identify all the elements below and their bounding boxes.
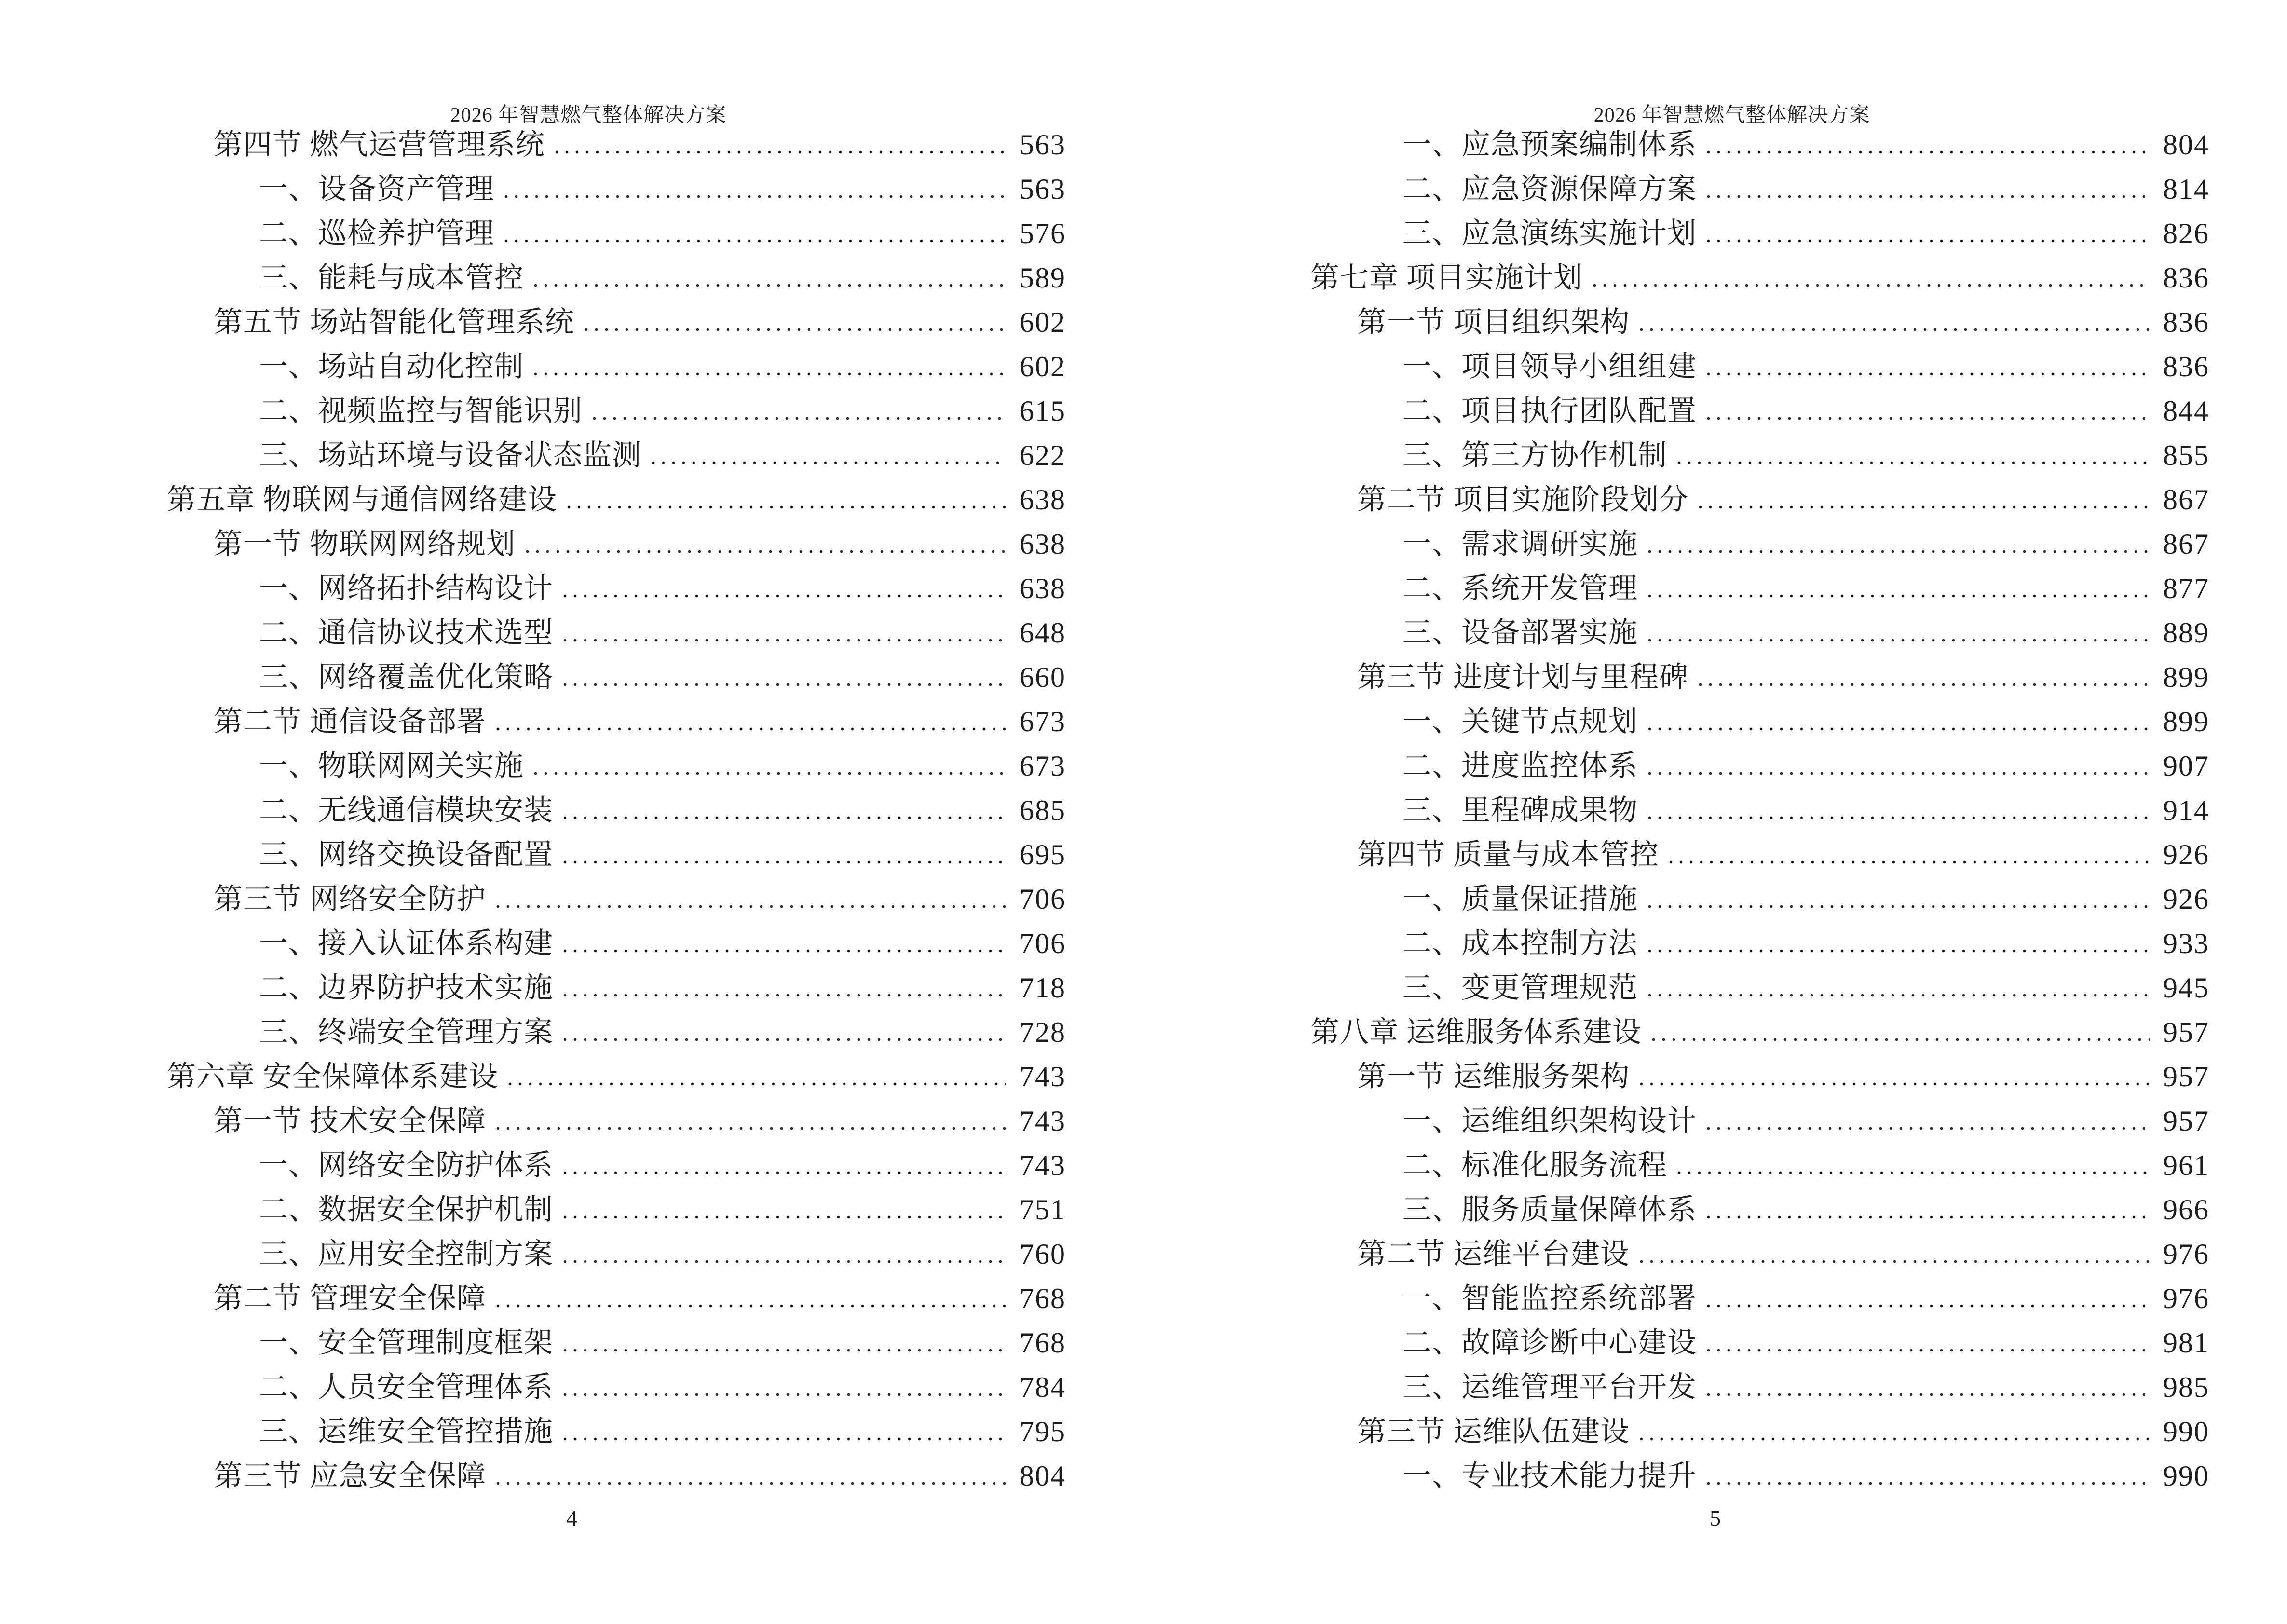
toc-entry-page-number: 957 <box>2163 1016 2209 1048</box>
toc-leader-dots <box>1695 682 2150 687</box>
toc-leader-dots <box>648 461 1006 465</box>
toc-entry-label: 三、网络交换设备配置 <box>259 839 553 871</box>
toc-leader-dots <box>531 372 1006 376</box>
toc-leader-dots <box>560 1037 1006 1042</box>
toc-entry-label: 一、接入认证体系构建 <box>259 928 553 959</box>
toc-entry[interactable] <box>1144 1409 2287 1454</box>
toc-entry-label: 第六章 安全保障体系建设 <box>167 1061 498 1092</box>
toc-entry-page-number: 615 <box>1020 395 1066 427</box>
toc-leader-dots <box>560 860 1006 864</box>
toc-entry-page-number: 718 <box>1020 972 1066 1004</box>
toc-entry[interactable] <box>1144 1232 2287 1276</box>
toc-leader-dots <box>1703 1392 2150 1397</box>
toc-entry[interactable] <box>1144 1010 2287 1054</box>
toc-leader-dots <box>1703 194 2150 199</box>
toc-entry[interactable] <box>0 389 1144 433</box>
toc-leader-dots <box>560 682 1006 687</box>
toc-entry-page-number: 602 <box>1020 351 1066 382</box>
toc-entry-label: 第八章 运维服务体系建设 <box>1310 1016 1642 1048</box>
toc-entry-page-number: 836 <box>2163 262 2209 294</box>
toc-entry-page-number: 685 <box>1020 794 1066 826</box>
toc-entry-page-number: 743 <box>1020 1149 1066 1181</box>
toc-leader-dots <box>501 194 1006 199</box>
toc-entry-label: 三、设备部署实施 <box>1402 617 1638 649</box>
toc-entry-label: 第四节 质量与成本管控 <box>1357 839 1659 871</box>
toc-entry-label: 二、标准化服务流程 <box>1402 1149 1667 1181</box>
toc-entry-page-number: 966 <box>2163 1194 2209 1226</box>
toc-entry[interactable] <box>1144 344 2287 389</box>
toc-entry-label: 一、场站自动化控制 <box>259 351 524 382</box>
toc-entry[interactable] <box>1144 522 2287 566</box>
footer-page-number: 5 <box>1710 1506 1721 1530</box>
toc-entry[interactable] <box>0 1454 1144 1498</box>
toc-entry-page-number: 877 <box>2163 573 2209 604</box>
toc-entry-label: 三、服务质量保障体系 <box>1402 1194 1697 1226</box>
toc-entry[interactable] <box>0 611 1144 655</box>
toc-entry-page-number: 914 <box>2163 794 2209 826</box>
toc-entry-label: 第一节 物联网网络规划 <box>214 528 516 560</box>
toc-entry-label: 第一节 运维服务架构 <box>1357 1061 1630 1092</box>
toc-leader-dots <box>1674 461 2150 465</box>
toc-list <box>1144 123 2287 1498</box>
toc-leader-dots <box>1674 1171 2150 1175</box>
toc-entry-label: 三、场站环境与设备状态监测 <box>259 439 641 471</box>
toc-leader-dots <box>1645 993 2150 997</box>
toc-entry-page-number: 844 <box>2163 395 2209 427</box>
toc-leader-dots <box>1636 1259 2150 1264</box>
toc-entry[interactable] <box>0 1409 1144 1454</box>
toc-leader-dots <box>1645 816 2150 820</box>
toc-entry[interactable] <box>1144 389 2287 433</box>
toc-entry-label: 二、系统开发管理 <box>1402 573 1638 604</box>
toc-leader-dots <box>1703 239 2150 243</box>
toc-entry-label: 第二节 通信设备部署 <box>214 706 486 737</box>
toc-entry-page-number: 638 <box>1020 528 1066 560</box>
toc-entry-label: 第二节 管理安全保障 <box>214 1283 486 1314</box>
toc-entry[interactable] <box>1144 211 2287 256</box>
toc-entry-page-number: 981 <box>2163 1327 2209 1359</box>
toc-entry-label: 三、里程碑成果物 <box>1402 794 1638 826</box>
toc-entry-page-number: 768 <box>1020 1283 1066 1314</box>
toc-entry-label: 三、网络覆盖优化策略 <box>259 661 553 693</box>
toc-entry-page-number: 814 <box>2163 173 2209 205</box>
toc-leader-dots <box>501 239 1006 243</box>
toc-leader-dots <box>560 594 1006 598</box>
toc-entry-page-number: 926 <box>2163 883 2209 915</box>
toc-entry[interactable] <box>0 1010 1144 1054</box>
toc-entry-label: 一、智能监控系统部署 <box>1402 1283 1697 1314</box>
toc-entry-label: 二、应急资源保障方案 <box>1402 173 1697 205</box>
toc-leader-dots <box>531 283 1006 287</box>
toc-entry[interactable] <box>0 433 1144 478</box>
toc-leader-dots <box>1645 549 2150 554</box>
toc-leader-dots <box>560 993 1006 997</box>
toc-leader-dots <box>560 1215 1006 1219</box>
toc-leader-dots <box>493 1304 1006 1308</box>
toc-entry[interactable] <box>1144 1143 2287 1187</box>
toc-entry-label: 二、边界防护技术实施 <box>259 972 553 1004</box>
toc-leader-dots <box>1636 328 2150 332</box>
toc-entry-page-number: 673 <box>1020 706 1066 737</box>
toc-entry-label: 二、数据安全保护机制 <box>259 1194 553 1226</box>
toc-leader-dots <box>493 1126 1006 1131</box>
toc-leader-dots <box>493 1481 1006 1486</box>
toc-entry-label: 三、终端安全管理方案 <box>259 1016 553 1048</box>
toc-entry-page-number: 563 <box>1020 129 1066 161</box>
toc-leader-dots <box>1645 594 2150 598</box>
toc-entry[interactable] <box>0 921 1144 966</box>
document-title: 2026 年智慧燃气整体解决方案 <box>450 104 727 126</box>
toc-entry[interactable] <box>1144 478 2287 522</box>
toc-entry-page-number: 760 <box>1020 1238 1066 1270</box>
toc-entry-page-number: 563 <box>1020 173 1066 205</box>
toc-entry[interactable] <box>0 300 1144 344</box>
toc-entry-page-number: 743 <box>1020 1105 1066 1137</box>
toc-entry-page-number: 867 <box>2163 528 2209 560</box>
toc-entry-label: 第三节 网络安全防护 <box>214 883 486 915</box>
toc-entry[interactable] <box>1144 921 2287 966</box>
toc-leader-dots <box>1703 1481 2150 1486</box>
toc-page-right <box>1144 0 2287 1624</box>
toc-entry-page-number: 990 <box>2163 1416 2209 1447</box>
toc-leader-dots <box>1703 372 2150 376</box>
toc-leader-dots <box>1695 505 2150 509</box>
toc-entry[interactable] <box>1144 611 2287 655</box>
toc-entry-label: 第一节 项目组织架构 <box>1357 306 1630 338</box>
toc-entry-page-number: 976 <box>2163 1238 2209 1270</box>
toc-entry-label: 二、故障诊断中心建设 <box>1402 1327 1697 1359</box>
toc-entry-label: 二、通信协议技术选型 <box>259 617 553 649</box>
toc-entry[interactable] <box>1144 256 2287 300</box>
toc-entry-page-number: 945 <box>2163 972 2209 1004</box>
toc-leader-dots <box>493 904 1006 909</box>
toc-entry-page-number: 706 <box>1020 928 1066 959</box>
toc-entry[interactable] <box>0 1054 1144 1099</box>
toc-entry[interactable] <box>0 1143 1144 1187</box>
toc-leader-dots <box>560 949 1006 953</box>
toc-entry[interactable] <box>0 1276 1144 1321</box>
toc-entry-label: 第二节 运维平台建设 <box>1357 1238 1630 1270</box>
toc-entry-page-number: 836 <box>2163 306 2209 338</box>
toc-leader-dots <box>589 416 1006 421</box>
toc-entry[interactable] <box>1144 433 2287 478</box>
toc-entry[interactable] <box>0 256 1144 300</box>
toc-entry-label: 一、安全管理制度框架 <box>259 1327 553 1359</box>
toc-leader-dots <box>1703 150 2150 154</box>
toc-entry-page-number: 855 <box>2163 439 2209 471</box>
toc-entry-page-number: 899 <box>2163 706 2209 737</box>
toc-entry-label: 二、进度监控体系 <box>1402 750 1638 782</box>
toc-entry-page-number: 673 <box>1020 750 1066 782</box>
document-title: 2026 年智慧燃气整体解决方案 <box>1593 104 1870 126</box>
toc-entry-label: 二、无线通信模块安装 <box>259 794 553 826</box>
toc-entry-page-number: 751 <box>1020 1194 1066 1226</box>
toc-entry-page-number: 867 <box>2163 484 2209 516</box>
toc-leader-dots <box>493 727 1006 731</box>
toc-leader-dots <box>560 1259 1006 1264</box>
toc-entry-label: 一、设备资产管理 <box>259 173 494 205</box>
toc-entry[interactable] <box>1144 966 2287 1010</box>
toc-entry-label: 二、视频监控与智能识别 <box>259 395 583 427</box>
toc-entry-label: 二、人员安全管理体系 <box>259 1371 553 1403</box>
toc-entry-page-number: 660 <box>1020 661 1066 693</box>
toc-entry[interactable] <box>1144 1365 2287 1409</box>
toc-leader-dots <box>564 505 1006 509</box>
toc-entry-page-number: 589 <box>1020 262 1066 294</box>
toc-entry-page-number: 836 <box>2163 351 2209 382</box>
toc-entry-label: 三、应用安全控制方案 <box>259 1238 553 1270</box>
toc-entry[interactable] <box>1144 1099 2287 1143</box>
toc-entry-label: 第二节 项目实施阶段划分 <box>1357 484 1688 516</box>
toc-entry[interactable] <box>1144 566 2287 611</box>
toc-entry-label: 三、第三方协作机制 <box>1402 439 1667 471</box>
toc-entry[interactable] <box>0 566 1144 611</box>
toc-entry[interactable] <box>1144 300 2287 344</box>
toc-leader-dots <box>1590 283 2150 287</box>
toc-entry-page-number: 889 <box>2163 617 2209 649</box>
toc-entry-page-number: 743 <box>1020 1061 1066 1092</box>
toc-entry-label: 第三节 运维队伍建设 <box>1357 1416 1630 1447</box>
toc-leader-dots <box>560 638 1006 642</box>
toc-entry-page-number: 784 <box>1020 1371 1066 1403</box>
toc-list <box>0 123 1144 1498</box>
toc-entry[interactable] <box>1144 788 2287 832</box>
toc-entry[interactable] <box>0 1321 1144 1365</box>
toc-entry[interactable] <box>0 123 1144 167</box>
toc-entry[interactable] <box>1144 699 2287 744</box>
toc-entry-label: 三、应急演练实施计划 <box>1402 218 1697 249</box>
toc-leader-dots <box>1703 416 2150 421</box>
toc-entry-page-number: 899 <box>2163 661 2209 693</box>
toc-entry[interactable] <box>0 699 1144 744</box>
toc-entry-page-number: 804 <box>2163 129 2209 161</box>
toc-entry-label: 三、运维管理平台开发 <box>1402 1371 1697 1403</box>
toc-entry[interactable] <box>0 832 1144 877</box>
toc-leader-dots <box>560 1348 1006 1352</box>
toc-entry[interactable] <box>1144 1321 2287 1365</box>
toc-entry-page-number: 622 <box>1020 439 1066 471</box>
toc-entry-page-number: 957 <box>2163 1105 2209 1137</box>
toc-entry[interactable] <box>0 655 1144 699</box>
toc-leader-dots <box>1645 904 2150 909</box>
toc-entry-label: 二、成本控制方法 <box>1402 928 1638 959</box>
toc-entry-page-number: 976 <box>2163 1283 2209 1314</box>
toc-entry-label: 三、运维安全管控措施 <box>259 1416 553 1447</box>
toc-entry[interactable] <box>1144 877 2287 921</box>
toc-entry[interactable] <box>0 877 1144 921</box>
toc-entry[interactable] <box>0 1099 1144 1143</box>
toc-entry-page-number: 990 <box>2163 1460 2209 1492</box>
toc-entry[interactable] <box>1144 1454 2287 1498</box>
toc-leader-dots <box>1703 1304 2150 1308</box>
toc-entry[interactable] <box>1144 167 2287 211</box>
toc-entry-label: 二、巡检养护管理 <box>259 218 494 249</box>
toc-entry-page-number: 985 <box>2163 1371 2209 1403</box>
toc-entry-page-number: 804 <box>1020 1460 1066 1492</box>
toc-entry-label: 第三节 进度计划与里程碑 <box>1357 661 1688 693</box>
toc-entry-label: 一、网络安全防护体系 <box>259 1149 553 1181</box>
toc-entry-page-number: 957 <box>2163 1061 2209 1092</box>
toc-entry-label: 第五节 场站智能化管理系统 <box>214 306 574 338</box>
toc-leader-dots <box>560 1437 1006 1441</box>
toc-leader-dots <box>1648 1037 2150 1042</box>
toc-leader-dots <box>1666 860 2150 864</box>
toc-entry[interactable] <box>0 1232 1144 1276</box>
toc-entry-page-number: 602 <box>1020 306 1066 338</box>
toc-entry[interactable] <box>1144 744 2287 788</box>
toc-entry[interactable] <box>0 478 1144 522</box>
toc-entry-page-number: 648 <box>1020 617 1066 649</box>
toc-entry-page-number: 706 <box>1020 883 1066 915</box>
toc-leader-dots <box>531 771 1006 776</box>
toc-entry-label: 第五章 物联网与通信网络建设 <box>167 484 557 516</box>
toc-entry[interactable] <box>0 966 1144 1010</box>
toc-entry[interactable] <box>0 788 1144 832</box>
toc-leader-dots <box>1645 949 2150 953</box>
toc-leader-dots <box>1645 638 2150 642</box>
toc-entry-page-number: 576 <box>1020 218 1066 249</box>
toc-entry-page-number: 907 <box>2163 750 2209 782</box>
toc-entry-page-number: 768 <box>1020 1327 1066 1359</box>
page-footer <box>1144 1504 2287 1533</box>
toc-entry[interactable] <box>0 211 1144 256</box>
toc-leader-dots <box>505 1082 1006 1086</box>
toc-entry-label: 二、项目执行团队配置 <box>1402 395 1697 427</box>
toc-entry[interactable] <box>1144 832 2287 877</box>
toc-leader-dots <box>560 1392 1006 1397</box>
toc-entry-label: 一、运维组织架构设计 <box>1402 1105 1697 1137</box>
toc-leader-dots <box>1636 1437 2150 1441</box>
toc-entry-label: 一、物联网网关实施 <box>259 750 524 782</box>
toc-entry[interactable] <box>1144 1187 2287 1232</box>
toc-leader-dots <box>552 150 1006 154</box>
toc-entry-label: 第一节 技术安全保障 <box>214 1105 486 1137</box>
toc-entry[interactable] <box>1144 1054 2287 1099</box>
toc-entry-label: 一、应急预案编制体系 <box>1402 129 1697 161</box>
toc-entry-label: 三、变更管理规范 <box>1402 972 1638 1004</box>
toc-entry-page-number: 926 <box>2163 839 2209 871</box>
toc-entry-page-number: 826 <box>2163 218 2209 249</box>
toc-entry[interactable] <box>0 1187 1144 1232</box>
toc-entry-page-number: 695 <box>1020 839 1066 871</box>
toc-leader-dots <box>1636 1082 2150 1086</box>
toc-entry-page-number: 638 <box>1020 484 1066 516</box>
toc-leader-dots <box>560 1171 1006 1175</box>
toc-entry[interactable] <box>1144 1276 2287 1321</box>
toc-leader-dots <box>1703 1348 2150 1352</box>
toc-entry[interactable] <box>0 522 1144 566</box>
toc-entry-label: 一、网络拓扑结构设计 <box>259 573 553 604</box>
toc-leader-dots <box>560 816 1006 820</box>
footer-page-number: 4 <box>566 1506 577 1530</box>
toc-entry-page-number: 933 <box>2163 928 2209 959</box>
toc-entry[interactable] <box>0 744 1144 788</box>
toc-entry-label: 一、项目领导小组组建 <box>1402 351 1697 382</box>
toc-entry-label: 三、能耗与成本管控 <box>259 262 524 294</box>
toc-entry-page-number: 795 <box>1020 1416 1066 1447</box>
toc-leader-dots <box>1703 1215 2150 1219</box>
toc-leader-dots <box>1703 1126 2150 1131</box>
toc-leader-dots <box>1645 727 2150 731</box>
toc-entry-label: 第四节 燃气运营管理系统 <box>214 129 545 161</box>
toc-leader-dots <box>1645 771 2150 776</box>
toc-entry-page-number: 961 <box>2163 1149 2209 1181</box>
toc-entry[interactable] <box>1144 123 2287 167</box>
page-footer <box>0 1504 1144 1533</box>
toc-entry-label: 一、专业技术能力提升 <box>1402 1460 1697 1492</box>
toc-entry-label: 第三节 应急安全保障 <box>214 1460 486 1492</box>
toc-entry-label: 一、质量保证措施 <box>1402 883 1638 915</box>
toc-entry-label: 第七章 项目实施计划 <box>1310 262 1583 294</box>
toc-entry-label: 一、关键节点规划 <box>1402 706 1638 737</box>
toc-entry[interactable] <box>0 167 1144 211</box>
toc-entry-page-number: 638 <box>1020 573 1066 604</box>
toc-leader-dots <box>581 328 1006 332</box>
toc-entry[interactable] <box>1144 655 2287 699</box>
toc-entry-page-number: 728 <box>1020 1016 1066 1048</box>
toc-entry-label: 一、需求调研实施 <box>1402 528 1638 560</box>
toc-entry[interactable] <box>0 344 1144 389</box>
toc-leader-dots <box>522 549 1006 554</box>
toc-entry[interactable] <box>0 1365 1144 1409</box>
